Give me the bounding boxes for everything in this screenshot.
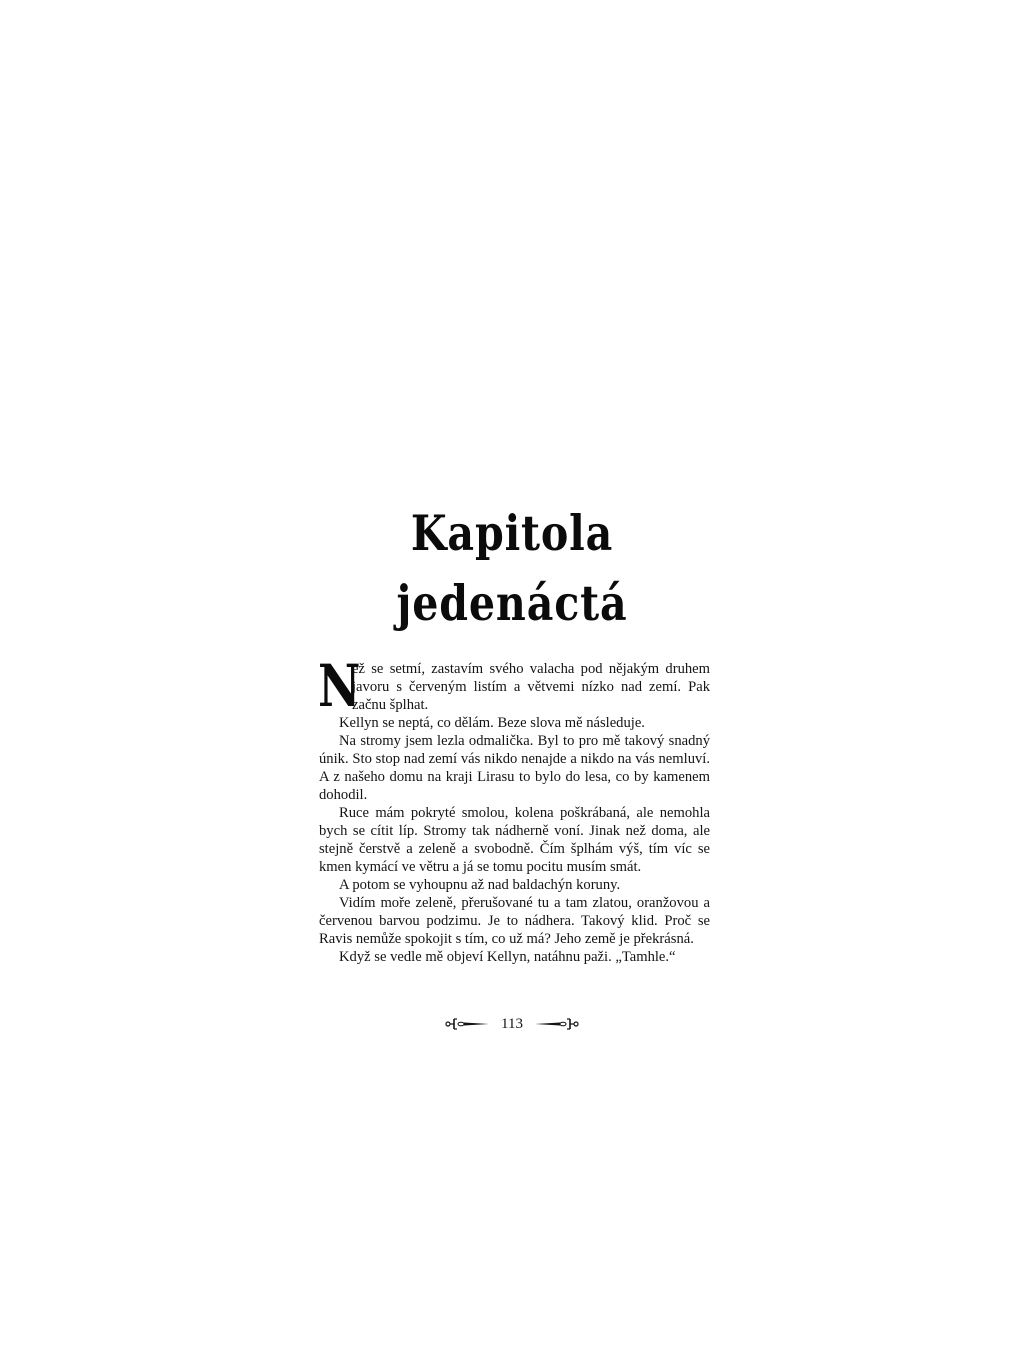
paragraph-1 [318, 652, 710, 720]
drop-cap: N [318, 652, 361, 720]
paragraph-5: A potom se vyhoupnu až nad baldachýn koruny. [339, 877, 621, 893]
page-number: 113 [501, 1015, 523, 1032]
page-footer [412, 1013, 612, 1035]
chapter-title: Kapitola jedenáctá [396, 504, 628, 632]
dagger-ornament-right-icon [533, 1017, 579, 1031]
chapter-body [318, 652, 710, 966]
paragraph-3: Na stromy jsem lezla odmalička. Byl to pro mě takový snadný únik. Sto stop nad zemí vás nikdo nenajde a nikdo na vás nemluví. A z našeho domu na kraji Lirasu to bylo do lesa, co by kamenem dohodil. [319, 733, 710, 803]
paragraph-7: Když se vedle mě objeví Kellyn, natáhnu paži. „Tamhle.“ [339, 949, 676, 965]
paragraph-4: Ruce mám pokryté smolou, kolena poškrábaná, ale nemohla bych se cítit líp. Stromy tak nádherně voní. Jinak než doma, ale stejně čerstvě a zeleně a svobodně. Čím šplhám výš, tím víc se kmen kymácí ve větru a já se tomu pocitu musím smát. [319, 805, 710, 875]
paragraph-1-text: ež se setmí, zastavím svého valacha pod nějakým druhem javoru s červeným listím a větvemi nízko nad zemí. Pak začnu šplhat. [352, 661, 710, 713]
dagger-ornament-left-icon [445, 1017, 491, 1031]
paragraph-2: Kellyn se neptá, co dělám. Beze slova mě následuje. [339, 715, 645, 731]
paragraph-6: Vidím moře zeleně, přerušované tu a tam zlatou, oranžovou a červenou barvou podzimu. Je to nádhera. Takový klid. Proč se Ravis nemůže spokojit s tím, co už má? Jeho země je překrásná. [319, 895, 710, 947]
